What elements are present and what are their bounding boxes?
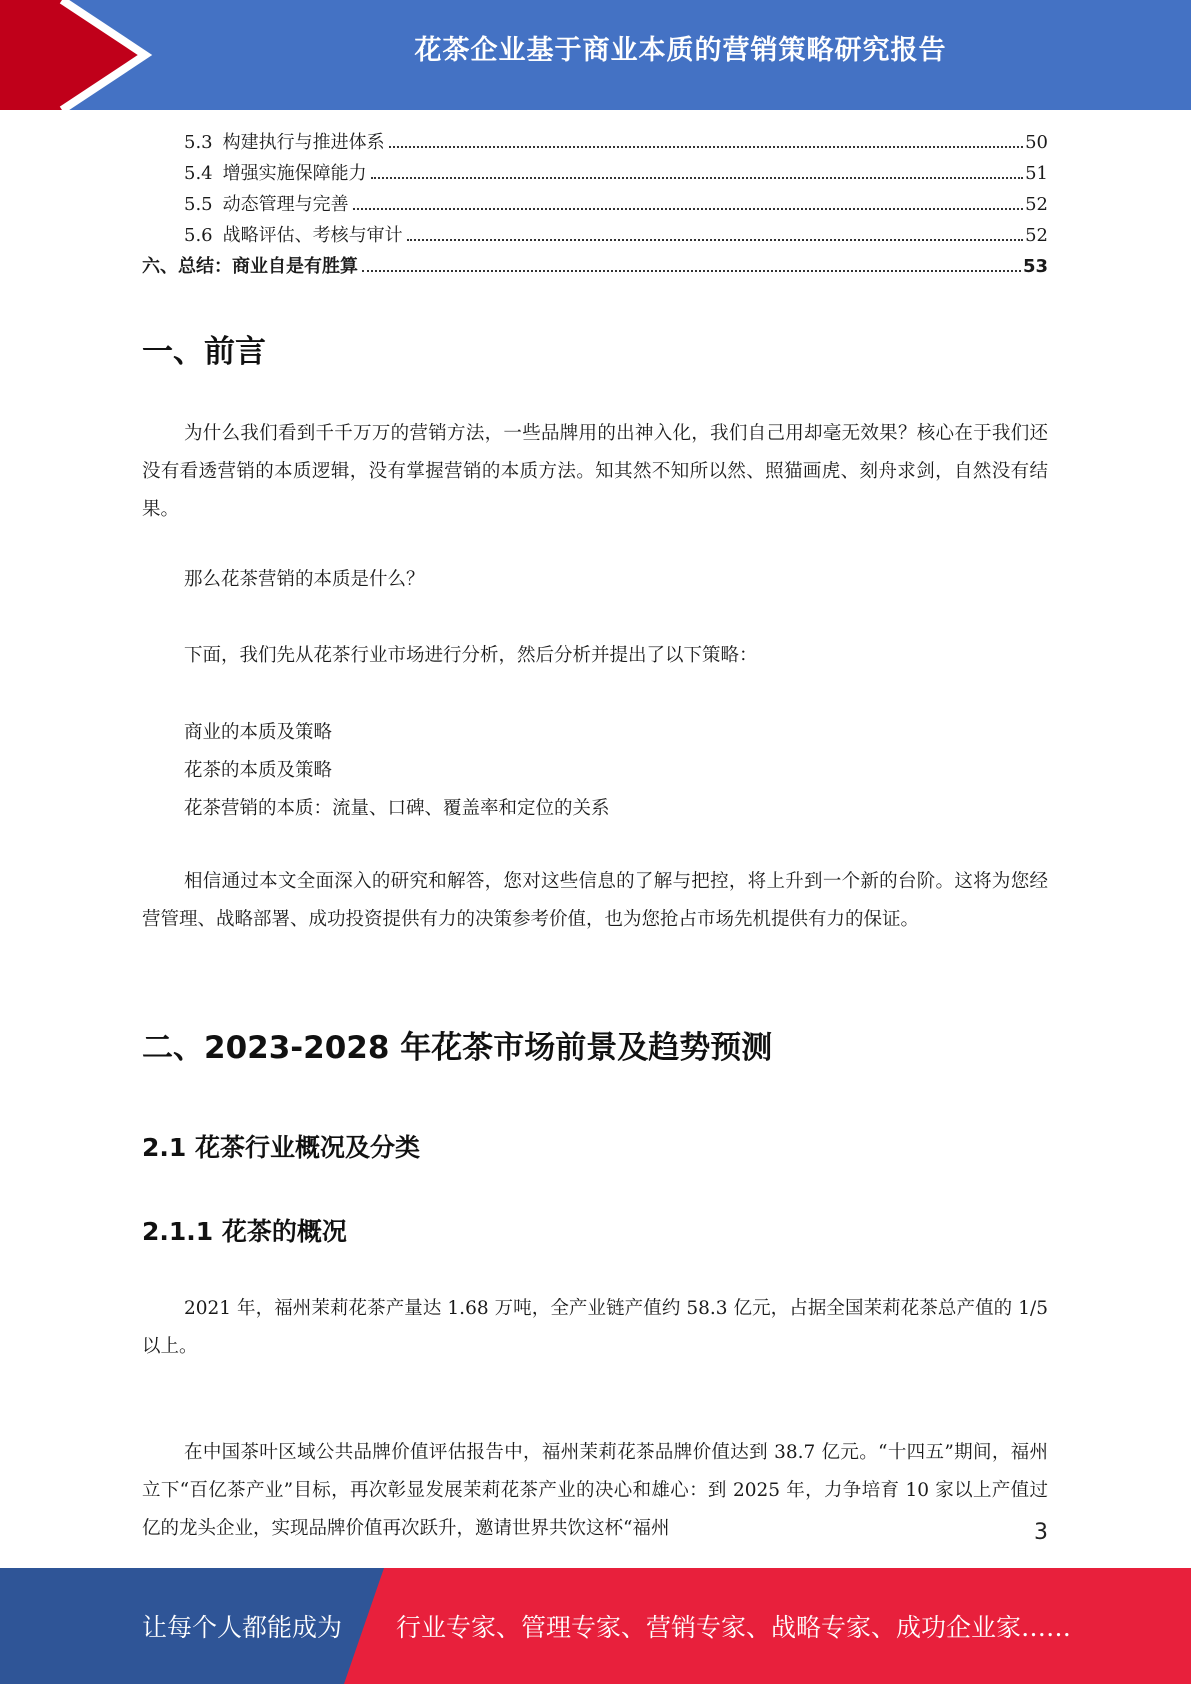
preface-paragraph-3: 下面，我们先从花茶行业市场进行分析，然后分析并提出了以下策略： [184, 645, 758, 666]
page-footer [0, 1568, 1191, 1684]
toc-page: 52 [1025, 225, 1048, 246]
toc-page: 53 [1022, 256, 1048, 277]
table-of-contents [142, 128, 1048, 283]
preface-paragraph-1: 为什么我们看到千千万万的营销方法，一些品牌用的出神入化，我们自己用却毫无效果？核心在于我们还没有看透营销的本质逻辑，没有掌握营销的本质方法。知其然不知所以然、照猫画虎、刻舟求剑，自然没有结果。 [142, 423, 1048, 520]
overview-paragraph-2: 在中国茶叶区域公共品牌价值评估报告中，福州茉莉花茶品牌价值达到 38.7 亿元。“十四五”期间，福州立下“百亿茶产业”目标，再次彰显发展茉莉花茶产业的决心和雄心：到 2025 年，力争培育 10 家以上产值过亿的龙头企业，实现品牌价值再次跃升，邀请世界共饮这杯“福州 [142, 1442, 1048, 1539]
strategy-list-item: 花茶的本质及策略 [184, 760, 333, 781]
toc-title: 战略评估、考核与审计 [222, 225, 403, 246]
section-heading-preface: 一、前言 [142, 334, 266, 370]
footer-slogan-left: 让每个人都能成为 [142, 1613, 343, 1642]
toc-leader [362, 270, 1021, 272]
toc-leader [353, 208, 1023, 210]
toc-title: 动态管理与完善 [222, 194, 349, 215]
toc-leader [407, 239, 1023, 241]
toc-page: 51 [1025, 163, 1048, 184]
toc-title: 增强实施保障能力 [222, 163, 367, 184]
toc-leader [389, 146, 1023, 148]
toc-title: 构建执行与推进体系 [222, 132, 385, 153]
strategy-list-item: 花茶营销的本质：流量、口碑、覆盖率和定位的关系 [184, 798, 610, 819]
toc-number: 5.6 [184, 225, 213, 246]
overview-paragraph-1: 2021 年，福州茉莉花茶产量达 1.68 万吨，全产业链产值约 58.3 亿元，占据全国茉莉花茶总产值的 1/5 以上。 [142, 1298, 1048, 1357]
toc-page: 50 [1025, 132, 1048, 153]
toc-entry-5-6[interactable] [142, 221, 1048, 252]
page-number: 3 [1034, 1520, 1048, 1545]
page-header [0, 0, 1191, 110]
toc-entry-5-3[interactable] [142, 128, 1048, 159]
toc-entry-5-4[interactable] [142, 159, 1048, 190]
toc-title: 六、总结：商业自是有胜算 [142, 256, 358, 277]
section-heading-market-forecast: 二、2023-2028 年花茶市场前景及趋势预测 [142, 1030, 773, 1066]
footer-slogan-right: 行业专家、管理专家、营销专家、战略专家、成功企业家…… [396, 1613, 1072, 1642]
toc-entry-5-5[interactable] [142, 190, 1048, 221]
subsection-heading-2-1-1: 2.1.1 花茶的概况 [142, 1217, 347, 1246]
toc-leader [371, 177, 1023, 179]
toc-number: 5.5 [184, 194, 213, 215]
toc-number: 5.4 [184, 163, 213, 184]
preface-paragraph-4: 相信通过本文全面深入的研究和解答，您对这些信息的了解与把控，将上升到一个新的台阶。这将为您经营管理、战略部署、成功投资提供有力的决策参考价值，也为您抢占市场先机提供有力的保证。 [142, 871, 1048, 930]
strategy-list-item: 商业的本质及策略 [184, 722, 333, 743]
toc-number: 5.3 [184, 132, 213, 153]
header-title: 花茶企业基于商业本质的营销策略研究报告 [414, 35, 947, 66]
toc-page: 52 [1025, 194, 1048, 215]
subsection-heading-2-1: 2.1 花茶行业概况及分类 [142, 1133, 420, 1162]
preface-paragraph-2: 那么花茶营销的本质是什么？ [184, 569, 425, 590]
toc-entry-6[interactable] [142, 252, 1048, 283]
